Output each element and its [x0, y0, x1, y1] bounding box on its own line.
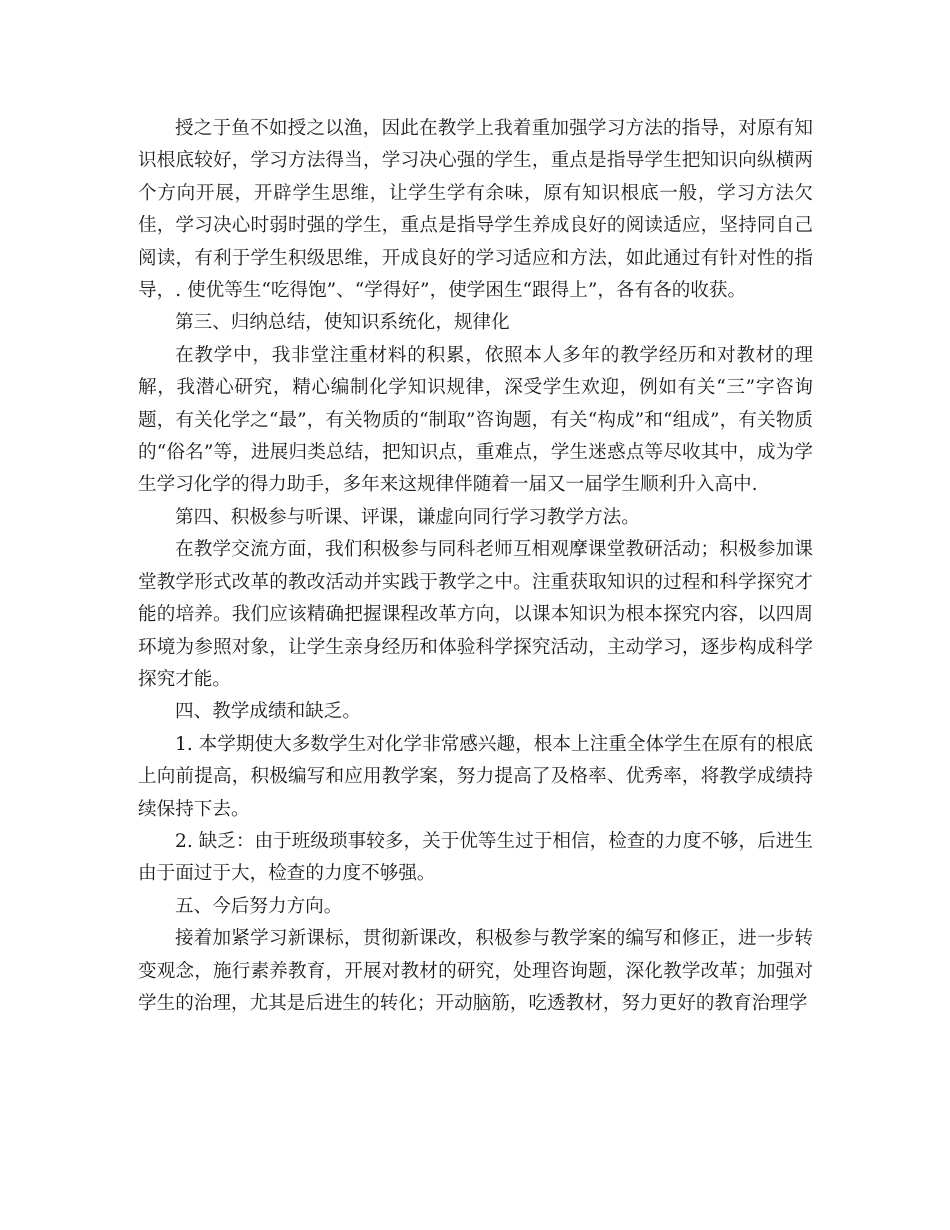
paragraph-result-1: 1. 本学期使大多数学生对化学非常感兴趣，根本上注重全体学生在原有的根底上向前提高，积极编写和应用教学案，努力提高了及格率、优秀率，将教学成绩持续保持下去。: [138, 733, 813, 820]
heading-section-4: 第四、积极参与听课、评课，谦虚向同行学习教学方法。: [175, 506, 640, 528]
paragraph-result-2: 2. 缺乏：由于班级琐事较多，关于优等生过于相信，检查的力度不够，后进生由于面过于大，检查的力度不够强。: [138, 830, 813, 885]
paragraph-exchange: 在教学交流方面，我们积极参与同科老师互相观摩课堂教研活动；积极参加课堂教学形式改革的教改活动并实践于教学之中。注重获取知识的过程和科学探究才能的培养。我们应该精确把握课程改革方向，以课本知识为根本探究内容，以四周环境为参照对象，让学生亲身经历和体验科学探究活动，主动学习，逐步构成科学探究才能。: [138, 539, 813, 690]
paragraph-summarize: 在教学中，我非堂注重材料的积累，依照本人多年的教学经历和对教材的理解，我潜心研究，精心编制化学知识规律，深受学生欢迎，例如有关“三”字咨询题，有关化学之“最”，有关物质的“制取”咨询题，有关“构成”和“组成”，有关物质的“俗名”等，进展归类总结，把知识点，重难点，学生迷惑点等尽收其中，成为学生学习化学的得力助手，多年来这规律伴随着一届又一届学生顺利升入高中.: [138, 344, 813, 496]
heading-future-direction: 五、今后努力方向。: [175, 895, 343, 917]
heading-section-3: 第三、归纳总结，使知识系统化，规律化: [175, 312, 510, 334]
paragraph-teaching-methods: 授之于鱼不如授之以渔，因此在教学上我着重加强学习方法的指导，对原有知识根底较好，学习方法得当，学习决心强的学生，重点是指导学生把知识向纵横两个方向开展，开辟学生思维，让学生学有余味，原有知识根底一般，学习方法欠佳，学习决心时弱时强的学生，重点是指导学生养成良好的阅读适应，坚持同自己阅读，有利于学生积级思维，开成良好的学习适应和方法，如此通过有针对性的指导，. 使优等生“吃得饱”、“学得好”，使学困生“跟得上”，各有各的收获。: [138, 118, 813, 302]
heading-results-shortcomings: 四、教学成绩和缺乏。: [175, 701, 361, 723]
paragraph-future: 接着加紧学习新课标，贯彻新课改，积极参与教学案的编写和修正，进一步转变观念，施行素养教育，开展对教材的研究，处理咨询题，深化教学改革；加强对学生的治理，尤其是后进生的转化；开动脑筋，吃透教材，努力更好的教育治理学: [138, 928, 813, 1014]
document-body: [138, 113, 813, 1020]
